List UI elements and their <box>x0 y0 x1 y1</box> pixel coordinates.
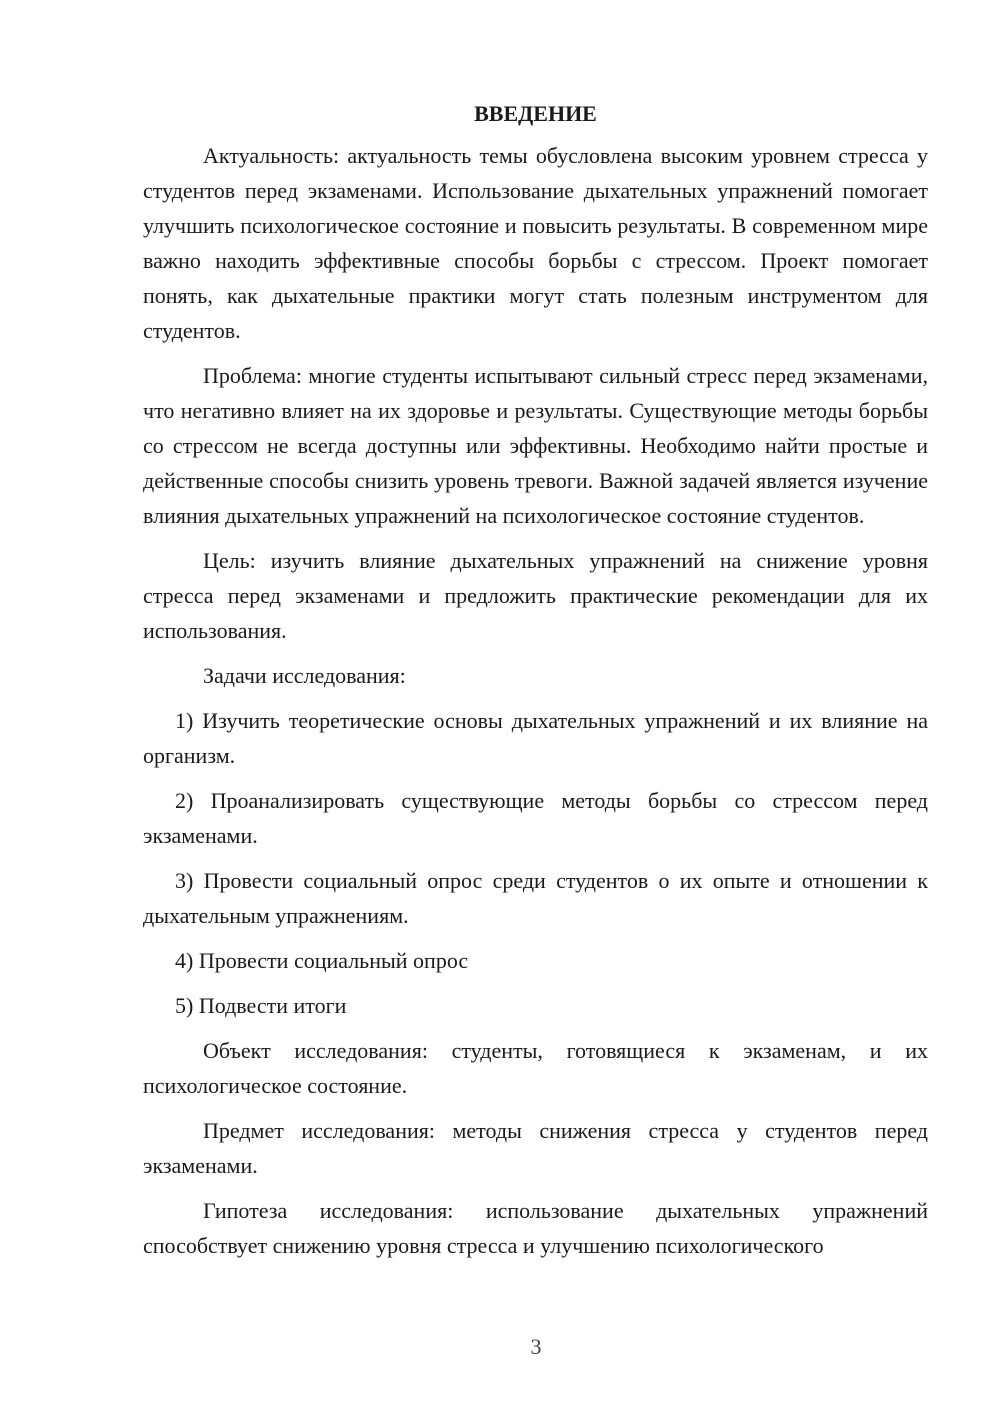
tasks-title: Задачи исследования: <box>203 663 406 688</box>
task-item-2: 2) Проанализировать существующие методы борьбы со стрессом перед экзаменами. <box>143 788 928 848</box>
task-item-5: 5) Подвести итоги <box>175 993 347 1018</box>
subject-paragraph: Предмет исследования: методы снижения стресса у студентов перед экзаменами. <box>143 1118 928 1178</box>
problem-paragraph: Проблема: многие студенты испытывают сильный стресс перед экзаменами, что негативно влияет на их здоровье и результаты. Существующие методы борьбы со стрессом не всегда доступны или эффективны. Необходимо найти простые и действенные способы снизить уровень тревоги. Важной задачей является изучение влияния дыхательных упражнений на психологическое состояние студентов. <box>143 363 928 528</box>
document-page <box>143 96 928 1273</box>
task-item-1: 1) Изучить теоретические основы дыхательных упражнений и их влияние на организм. <box>143 708 928 768</box>
goal-paragraph: Цель: изучить влияние дыхательных упражнений на снижение уровня стресса перед экзаменами и предложить практические рекомендации для их использования. <box>143 548 928 643</box>
relevance-paragraph: Актуальность: актуальность темы обусловлена высоким уровнем стресса у студентов перед экзаменами. Использование дыхательных упражнений помогает улучшить психологическое состояние и повысить результаты. В современном мире важно находить эффективные способы борьбы с стрессом. Проект помогает понять, как дыхательные практики могут стать полезным инструментом для студентов. <box>143 143 928 343</box>
page-number: 3 <box>530 1334 542 1359</box>
task-item-4: 4) Провести социальный опрос <box>175 948 469 973</box>
section-heading: ВВЕДЕНИЕ <box>474 101 597 126</box>
task-item-3: 3) Провести социальный опрос среди студентов о их опыте и отношении к дыхательным упражнениям. <box>143 868 928 928</box>
hypothesis-paragraph: Гипотеза исследования: использование дыхательных упражнений способствует снижению уровня стресса и улучшению психологического <box>143 1198 928 1258</box>
object-paragraph: Объект исследования: студенты, готовящиеся к экзаменам, и их психологическое состояние. <box>143 1038 928 1098</box>
